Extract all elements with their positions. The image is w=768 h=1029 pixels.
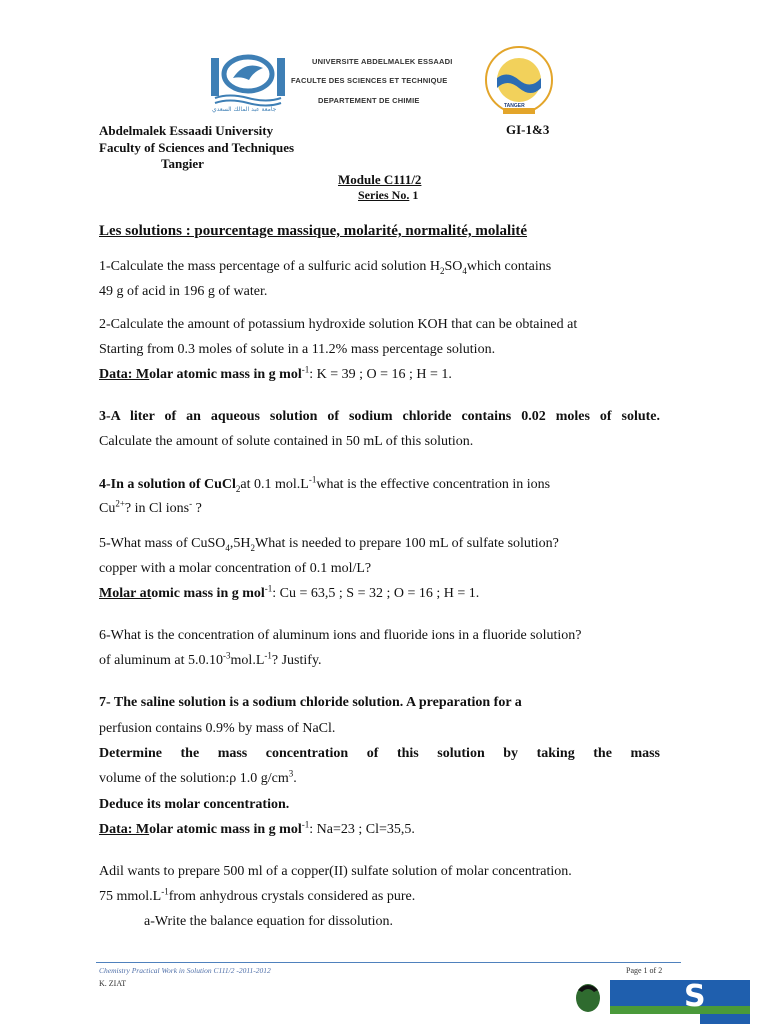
q2-line2: Starting from 0.3 moles of solute in a 11.2% mass percentage solution. bbox=[99, 342, 496, 357]
university-header: UNIVERSITE ABDELMALEK ESSAADI bbox=[312, 57, 453, 66]
faculty-name: Faculty of Sciences and Techniques bbox=[99, 140, 295, 155]
q7-line1: 7- The saline solution is a sodium chloride solution. A preparation for a bbox=[99, 695, 522, 710]
series-number: 1 bbox=[409, 188, 419, 202]
q2-data: Data: Molar atomic mass in g mol$^{-1}$: K = 39 ; O = 16 ; H = 1. bbox=[99, 364, 452, 382]
q5-data: Molar atomic mass in g mol$^{-1}$: Cu = 63,5 ; S = 32 ; O = 16 ; H = 1. bbox=[99, 583, 480, 601]
footer-rule bbox=[96, 962, 681, 963]
q7-line5: Deduce its molar concentration. bbox=[99, 797, 290, 812]
page-heading: Les solutions : pourcentage massique, molarité, normalité, molalité bbox=[99, 223, 528, 239]
q2-line1: 2-Calculate the amount of potassium hydroxide solution KOH that can be obtained at bbox=[99, 317, 578, 332]
svg-text:S: S bbox=[684, 979, 706, 1014]
q5-line1: 5-What mass of $CuSO_4,5H_2What$ is needed to prepare 100 mL of sulfate solution? bbox=[99, 536, 559, 553]
footer-graphic bbox=[572, 976, 752, 1024]
department-header: DEPARTEMENT DE CHIMIE bbox=[318, 96, 420, 105]
q8-line2: 75 $mmol.L^{-1}from$ anhydrous crystals considered as pure. bbox=[99, 886, 416, 904]
module-title: Module C111/2 bbox=[338, 172, 422, 187]
q8-part-a: a-Write the balance equation for dissolution. bbox=[144, 914, 394, 929]
footer-page-number: Page 1 of 2 bbox=[626, 966, 663, 975]
q7-line2: perfusion contains 0.9% by mass of NaCl. bbox=[99, 721, 336, 736]
q4-line1: 4-In a solution of CuCl$_2$at 0.1 $mol.L^{-1}what$ is the effective concentration in ions bbox=[99, 474, 551, 494]
q6-line1: 6-What is the concentration of aluminum ions and fluoride ions in a fluoride solution? bbox=[99, 628, 582, 643]
q6-line2: of aluminum at $5.0.10^{-3}mol.L^{-1}$? Justify. bbox=[99, 650, 322, 668]
q3-line2: Calculate the amount of solute contained in 50 mL of this solution. bbox=[99, 434, 474, 449]
q1-line2: 49 g of acid in 196 g of water. bbox=[99, 284, 268, 299]
university-name: Abdelmalek Essaadi University bbox=[99, 123, 274, 138]
left-logo-caption: جامعة عبد المالك السعدي bbox=[212, 106, 277, 113]
q5-line2: copper with a molar concentration of 0.1 mol/L? bbox=[99, 561, 372, 576]
group-label: GI-1&3 bbox=[506, 122, 550, 137]
faculty-header: FACULTE DES SCIENCES ET TECHNIQUE bbox=[291, 76, 448, 85]
footer-author: K. ZIAT bbox=[99, 979, 127, 988]
q7-line4: volume of the solution:ρ 1.0 $g/cm^3$. bbox=[99, 768, 297, 786]
right-logo-caption: TANGER bbox=[504, 103, 525, 109]
series-label-text: Series No. bbox=[358, 188, 410, 202]
q8-line1: Adil wants to prepare 500 ml of a copper(II) sulfate solution of molar concentration. bbox=[99, 864, 572, 879]
q4-line2: $Cu^{2+}$? in Cl ions- ? bbox=[99, 498, 202, 516]
city-name: Tangier bbox=[161, 156, 204, 171]
q1-line1: 1-Calculate the mass percentage of a sulfuric acid solution $H_2SO_4which$ contains bbox=[99, 259, 552, 276]
q7-data: Data: Molar atomic mass in g mol$^{-1}$: Na=23 ; Cl=35,5. bbox=[99, 819, 415, 837]
series-label bbox=[358, 188, 418, 203]
footer-course: Chemistry Practical Work in Solution C111/2 -2011-2012 bbox=[99, 966, 271, 975]
q3-line1: 3-A liter of an aqueous solution of sodium chloride contains 0.02 moles of solute. bbox=[99, 409, 660, 424]
q7-line3: Determine the mass concentration of this solution by taking the mass bbox=[99, 746, 660, 761]
